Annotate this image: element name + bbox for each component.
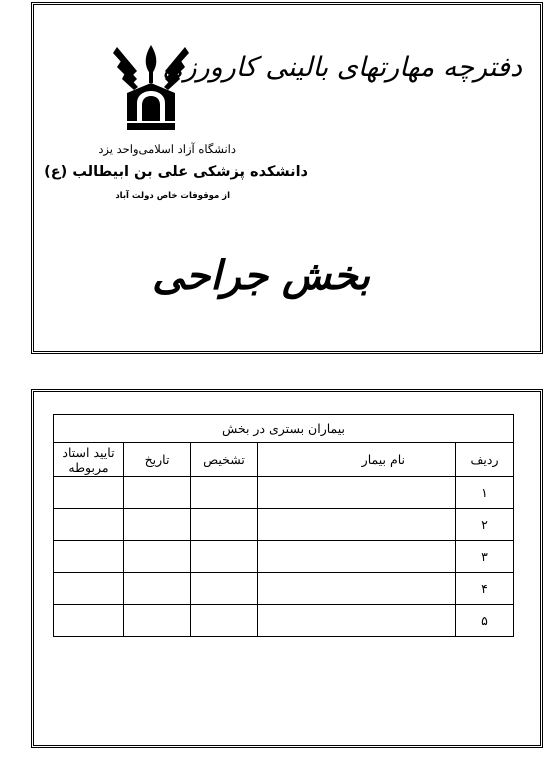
approval-cell[interactable] (54, 605, 124, 637)
patient-name-cell[interactable] (258, 541, 456, 573)
patient-name-cell[interactable] (258, 605, 456, 637)
table-row (54, 477, 514, 509)
date-cell[interactable] (124, 605, 191, 637)
faculty-name: دانشکده پزشکی علی بن ابیطالب (ع) (44, 164, 308, 180)
header-row-number: ردیف (456, 443, 514, 477)
row-number: ۴ (456, 573, 514, 605)
header-patient-name: نام بیمار (258, 443, 456, 477)
date-cell[interactable] (124, 509, 191, 541)
table-row (54, 509, 514, 541)
table-row (54, 605, 514, 637)
date-cell[interactable] (124, 477, 191, 509)
department-name: بخش جراحی (152, 252, 370, 299)
diagnosis-cell[interactable] (191, 573, 258, 605)
university-name: دانشگاه آزاد اسلامی‌واحد یزد (98, 142, 236, 156)
date-cell[interactable] (124, 573, 191, 605)
approval-cell[interactable] (54, 509, 124, 541)
diagnosis-cell[interactable] (191, 605, 258, 637)
approval-cell[interactable] (54, 477, 124, 509)
patient-name-cell[interactable] (258, 509, 456, 541)
patient-name-cell[interactable] (258, 573, 456, 605)
approval-cell[interactable] (54, 573, 124, 605)
diagnosis-cell[interactable] (191, 477, 258, 509)
table-caption: بیماران بستری در بخش (54, 415, 514, 443)
header-diagnosis: تشخیص (191, 443, 258, 477)
table-row (54, 573, 514, 605)
affiliation-note: از موقوفات خاص دولت آباد (115, 191, 230, 201)
booklet-title: دفترچه مهارتهای بالینی کارورزی (162, 52, 522, 83)
patient-name-cell[interactable] (258, 477, 456, 509)
row-number: ۲ (456, 509, 514, 541)
diagnosis-cell[interactable] (191, 541, 258, 573)
row-number: ۳ (456, 541, 514, 573)
table-row (54, 541, 514, 573)
diagnosis-cell[interactable] (191, 509, 258, 541)
inpatients-table (53, 414, 514, 637)
row-number: ۵ (456, 605, 514, 637)
header-supervisor-approval: تایید استاد مربوطه (54, 443, 124, 477)
header-date: تاریخ (124, 443, 191, 477)
approval-cell[interactable] (54, 541, 124, 573)
date-cell[interactable] (124, 541, 191, 573)
row-number: ۱ (456, 477, 514, 509)
